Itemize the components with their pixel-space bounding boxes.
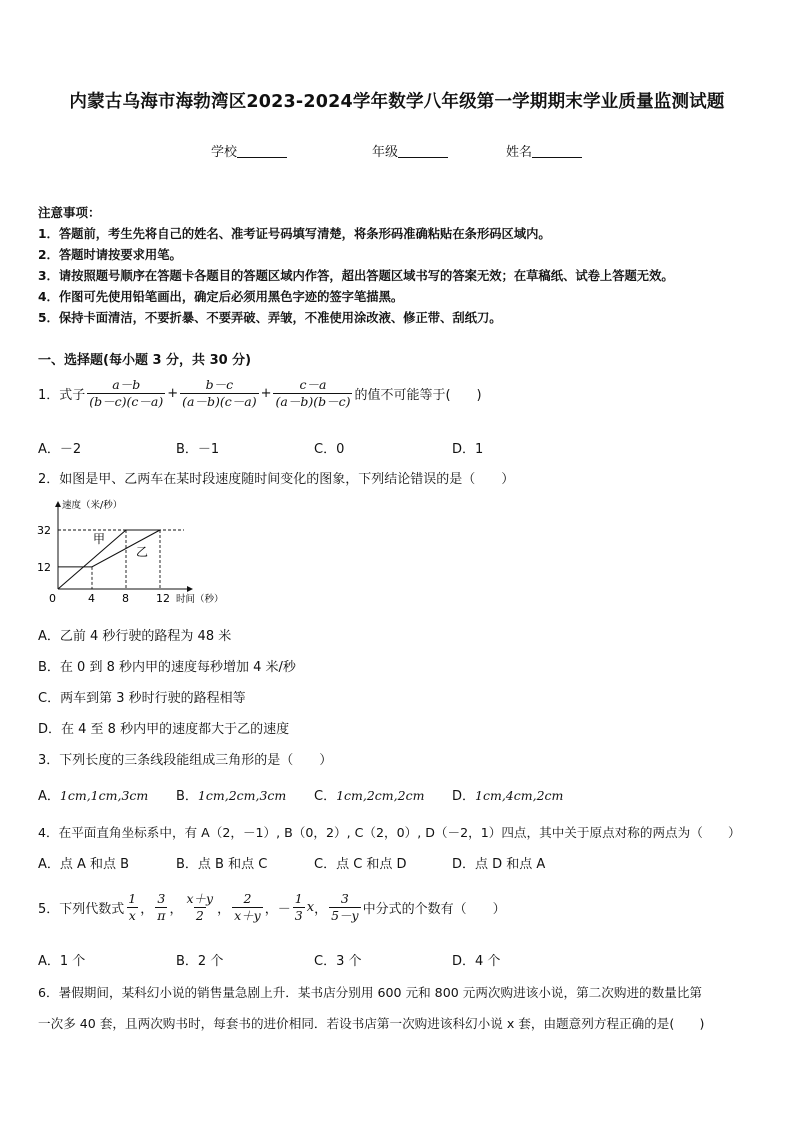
minus-sign: － bbox=[277, 902, 291, 917]
school-blank[interactable] bbox=[237, 144, 287, 158]
x-tick-label: 0 bbox=[49, 592, 56, 605]
comma: ， bbox=[264, 902, 278, 917]
question-1 bbox=[38, 377, 482, 410]
q5-fraction-2: $\frac{3}{\pi}$ bbox=[157, 891, 166, 923]
comma: ， bbox=[314, 902, 328, 917]
name-field bbox=[506, 141, 582, 160]
q2-option-c[interactable]: C．两车到第 3 秒时行驶的路程相等 bbox=[38, 691, 246, 706]
q5-option-d[interactable]: D．4 个 bbox=[452, 954, 501, 969]
question-5 bbox=[38, 891, 506, 924]
grade-label: 年级 bbox=[372, 145, 399, 160]
q5-suffix: 中分式的个数有（ ） bbox=[362, 902, 506, 917]
q1-option-a[interactable]: A．－2 bbox=[38, 442, 82, 457]
note-item: 2．答题时请按要求用笔。 bbox=[38, 248, 182, 262]
speed-time-graph bbox=[30, 494, 250, 612]
q3-option-b[interactable]: B．1cm,2cm,3cm bbox=[176, 788, 287, 804]
section-heading: 一、选择题(每小题 3 分，共 30 分) bbox=[38, 353, 252, 368]
x-tick-label: 8 bbox=[122, 592, 129, 605]
question-6-line-2: 一次多 40 套，且两次购书时，每套书的进价相同．若设书店第一次购进该科幻小说 x 套，由题意列方程正确的是( ) bbox=[38, 1016, 705, 1031]
q2-option-b[interactable]: B．在 0 到 8 秒内甲的速度每秒增加 4 米/秒 bbox=[38, 660, 296, 675]
comma: ， bbox=[140, 902, 154, 917]
x-axis-label: 时间（秒） bbox=[176, 594, 224, 605]
q1-prefix: 1．式子 bbox=[38, 388, 86, 403]
q1-option-b[interactable]: B．－1 bbox=[176, 442, 220, 457]
plus-sign: + bbox=[260, 386, 272, 401]
q5-fraction-6: $\frac{3}{5-y}$ bbox=[331, 891, 359, 923]
name-label: 姓名 bbox=[506, 145, 533, 160]
comma: ， bbox=[169, 902, 183, 917]
q4-option-c[interactable]: C．点 C 和点 D bbox=[314, 857, 407, 872]
series-label-yi: 乙 bbox=[136, 545, 149, 559]
q4-option-a[interactable]: A．点 A 和点 B bbox=[38, 857, 130, 872]
comma: ， bbox=[217, 902, 231, 917]
series-label-jia: 甲 bbox=[93, 532, 106, 546]
variable-x: x bbox=[306, 900, 315, 915]
question-6-line-1: 6．暑假期间，某科幻小说的销售量急剧上升．某书店分别用 600 元和 800 元两次购进该小说，第二次购进的数量比第 bbox=[38, 985, 703, 1000]
x-tick-label: 4 bbox=[88, 592, 95, 605]
q4-option-b[interactable]: B．点 B 和点 C bbox=[176, 857, 268, 872]
q5-option-a[interactable]: A．1 个 bbox=[38, 954, 86, 969]
q5-option-c[interactable]: C．3 个 bbox=[314, 954, 362, 969]
q5-option-b[interactable]: B．2 个 bbox=[176, 954, 224, 969]
series-lines bbox=[58, 530, 160, 589]
grade-field bbox=[372, 141, 448, 160]
q3-option-d[interactable]: D．1cm,4cm,2cm bbox=[452, 788, 564, 804]
q1-suffix: 的值不可能等于( ) bbox=[354, 388, 482, 403]
question-3: 3．下列长度的三条线段能组成三角形的是（ ） bbox=[38, 753, 333, 768]
note-item: 4．作图可先使用铅笔画出，确定后必须用黑色字迹的签字笔描黑。 bbox=[38, 290, 404, 304]
q5-fraction-5: $\frac{1}{3}$ bbox=[294, 891, 303, 923]
question-2: 2．如图是甲、乙两车在某时段速度随时间变化的图象，下列结论错误的是（ ） bbox=[38, 472, 515, 487]
note-item: 1．答题前，考生先将自己的姓名、准考证号码填写清楚，将条形码准确粘贴在条形码区域内。 bbox=[38, 227, 551, 241]
note-item: 3．请按照题号顺序在答题卡各题目的答题区域内作答，超出答题区域书写的答案无效；在草稿纸、试卷上答题无效。 bbox=[38, 269, 674, 283]
y-axis-label: 速度（米/秒） bbox=[62, 500, 123, 511]
y-tick-label: 12 bbox=[37, 560, 51, 574]
q5-fraction-4: $\frac{2}{x+y}$ bbox=[234, 891, 261, 923]
guide-lines bbox=[58, 530, 184, 589]
q5-prefix: 5．下列代数式 bbox=[38, 902, 125, 917]
x-tick-label: 12 bbox=[156, 592, 170, 605]
q1-option-d[interactable]: D．1 bbox=[452, 442, 484, 457]
note-item: 5．保持卡面清洁，不要折暴、不要弄破、弄皱，不准使用涂改液、修正带、刮纸刀。 bbox=[38, 311, 502, 325]
q3-option-a[interactable]: A．1cm,1cm,3cm bbox=[38, 788, 149, 804]
name-blank[interactable] bbox=[532, 144, 582, 158]
y-tick-label: 32 bbox=[37, 524, 51, 537]
q1-fraction-3: $\frac{c-a}{(a-b)(b-c)}$ bbox=[275, 377, 351, 409]
school-label: 学校 bbox=[211, 145, 238, 160]
q3-option-c[interactable]: C．1cm,2cm,2cm bbox=[314, 788, 425, 804]
q1-option-c[interactable]: C．0 bbox=[314, 442, 345, 457]
plus-sign: + bbox=[167, 386, 179, 401]
q5-fraction-1: $\frac{1}{x}$ bbox=[128, 891, 137, 923]
q2-option-d[interactable]: D．在 4 至 8 秒内甲的速度都大于乙的速度 bbox=[38, 722, 290, 737]
q1-fraction-1: $\frac{a-b}{(b-c)(c-a)}$ bbox=[89, 377, 164, 409]
q5-fraction-3: $\frac{x+y}{2}$ bbox=[186, 891, 214, 923]
question-4: 4．在平面直角坐标系中，有 A（2，－1）, B（0，2）, C（2，0）, D（－2，1）四点，其中关于原点对称的两点为（ ） bbox=[38, 825, 741, 840]
notes-heading: 注意事项： bbox=[38, 205, 101, 220]
q1-fraction-2: $\frac{b-c}{(a-b)(c-a)}$ bbox=[182, 377, 257, 409]
q4-option-d[interactable]: D．点 D 和点 A bbox=[452, 857, 546, 872]
q2-option-a[interactable]: A．乙前 4 秒行驶的路程为 48 米 bbox=[38, 629, 232, 644]
grade-blank[interactable] bbox=[398, 144, 448, 158]
school-field bbox=[211, 141, 287, 160]
page-title: 内蒙古乌海市海勃湾区2023-2024学年数学八年级第一学期期末学业质量监测试题 bbox=[69, 92, 725, 112]
